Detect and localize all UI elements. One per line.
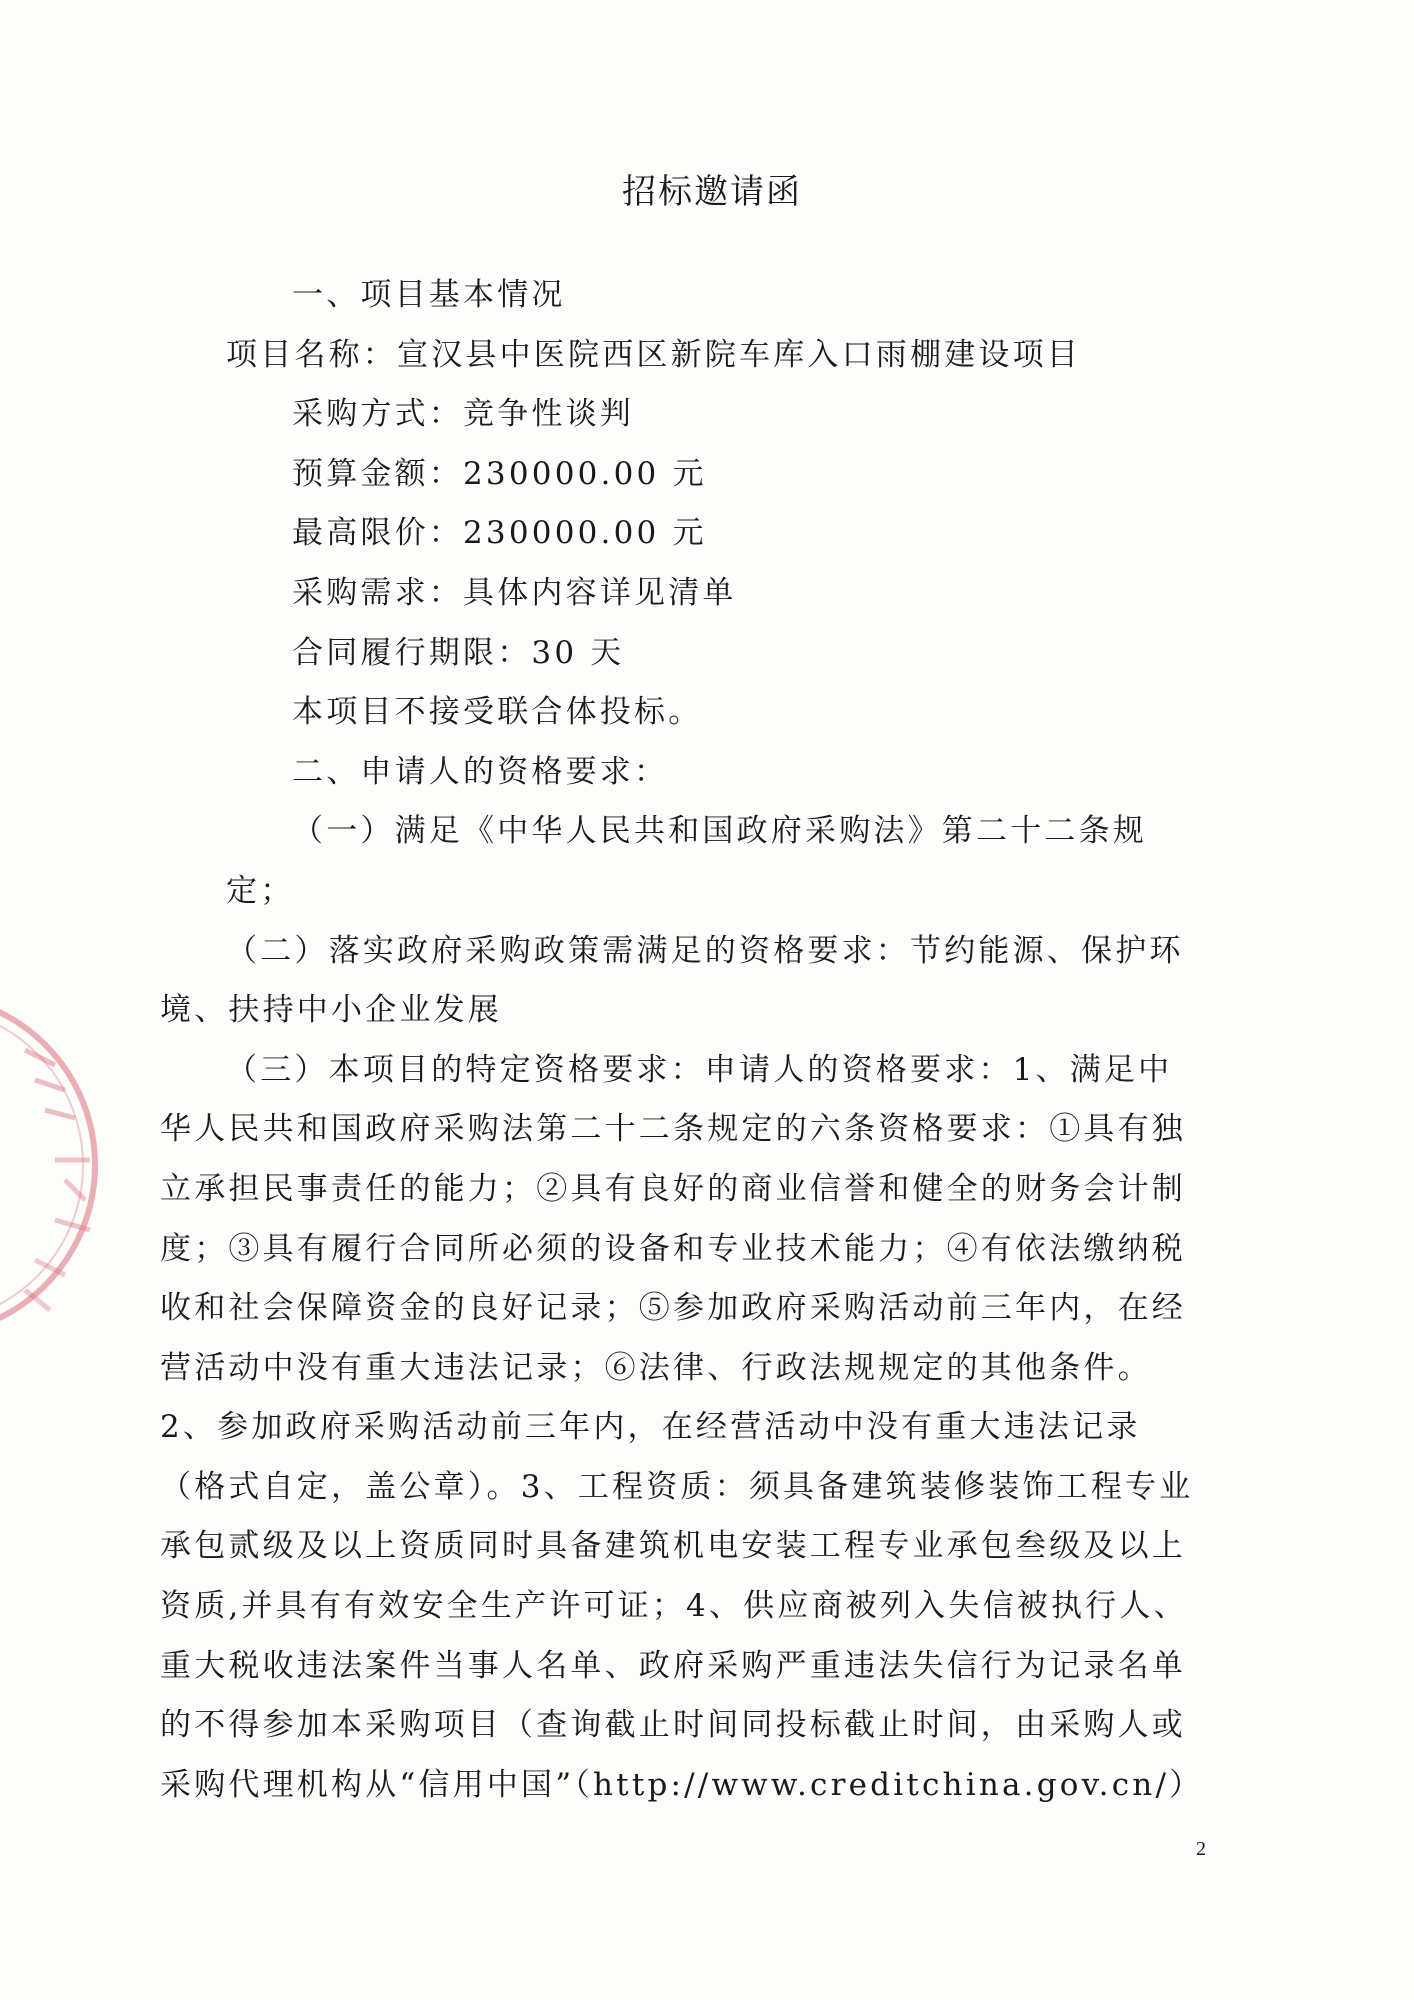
contract-period: 合同履行期限：30 天 xyxy=(292,634,625,671)
qualification-item-3: （三）本项目的特定资格要求：申请人的资格要求：1、满足中华人民共和国政府采购法第二十二条规定的六条资格要求：①具有独立承担民事责任的能力；②具有良好的商业信誉和健全的财务会计制度；③具有履行合同所必须的设备和专业技术能力；④有依法缴纳税收和社会保障资金的良好记录；⑤参加政府采购活动前三年内，在经营活动中没有重大违法记录；⑥法律、行政法规规定的其他条件。2、参加政府采购活动前三年内，在经营活动中没有重大违法记录（格式自定，盖公章）。3、工程资质：须具备建筑装修装饰工程专业承包贰级及以上资质同时具备建筑机电安装工程专业承包叁级及以上资质,并具有有效安全生产许可证；4、供应商被列入失信被执行人、重大税收违法案件当事人名单、政府采购严重违法失信行为记录名单的不得参加本采购项目（查询截止时间同投标截止时间，由采购人或采购代理机构从“信用中国”（http://www.creditchina.gov.cn/） xyxy=(160,1051,1204,1803)
budget-amount: 预算金额：230000.00 元 xyxy=(292,455,707,492)
section2-heading: 二、申请人的资格要求： xyxy=(292,753,669,790)
document-title: 招标邀请函 xyxy=(622,172,802,212)
max-price: 最高限价：230000.00 元 xyxy=(292,515,707,552)
qualification-item-2: （二）落实政府采购政策需满足的资格要求：节约能源、保护环境、扶持中小企业发展 xyxy=(160,932,1184,1029)
qualification-item-1: （一）满足《中华人民共和国政府采购法》第二十二条规定； xyxy=(226,813,1147,909)
consortium-note: 本项目不接受联合体投标。 xyxy=(292,694,703,731)
red-seal-stamp xyxy=(0,990,125,1340)
page-number: 2 xyxy=(1196,1838,1206,1860)
procurement-requirements: 采购需求：具体内容详见清单 xyxy=(292,574,737,611)
project-name: 项目名称：宣汉县中医院西区新院车库入口雨棚建设项目 xyxy=(226,336,1081,373)
section1-heading: 一、项目基本情况 xyxy=(292,277,566,313)
document-body xyxy=(160,266,1204,1815)
procurement-method: 采购方式：竞争性谈判 xyxy=(292,396,634,433)
